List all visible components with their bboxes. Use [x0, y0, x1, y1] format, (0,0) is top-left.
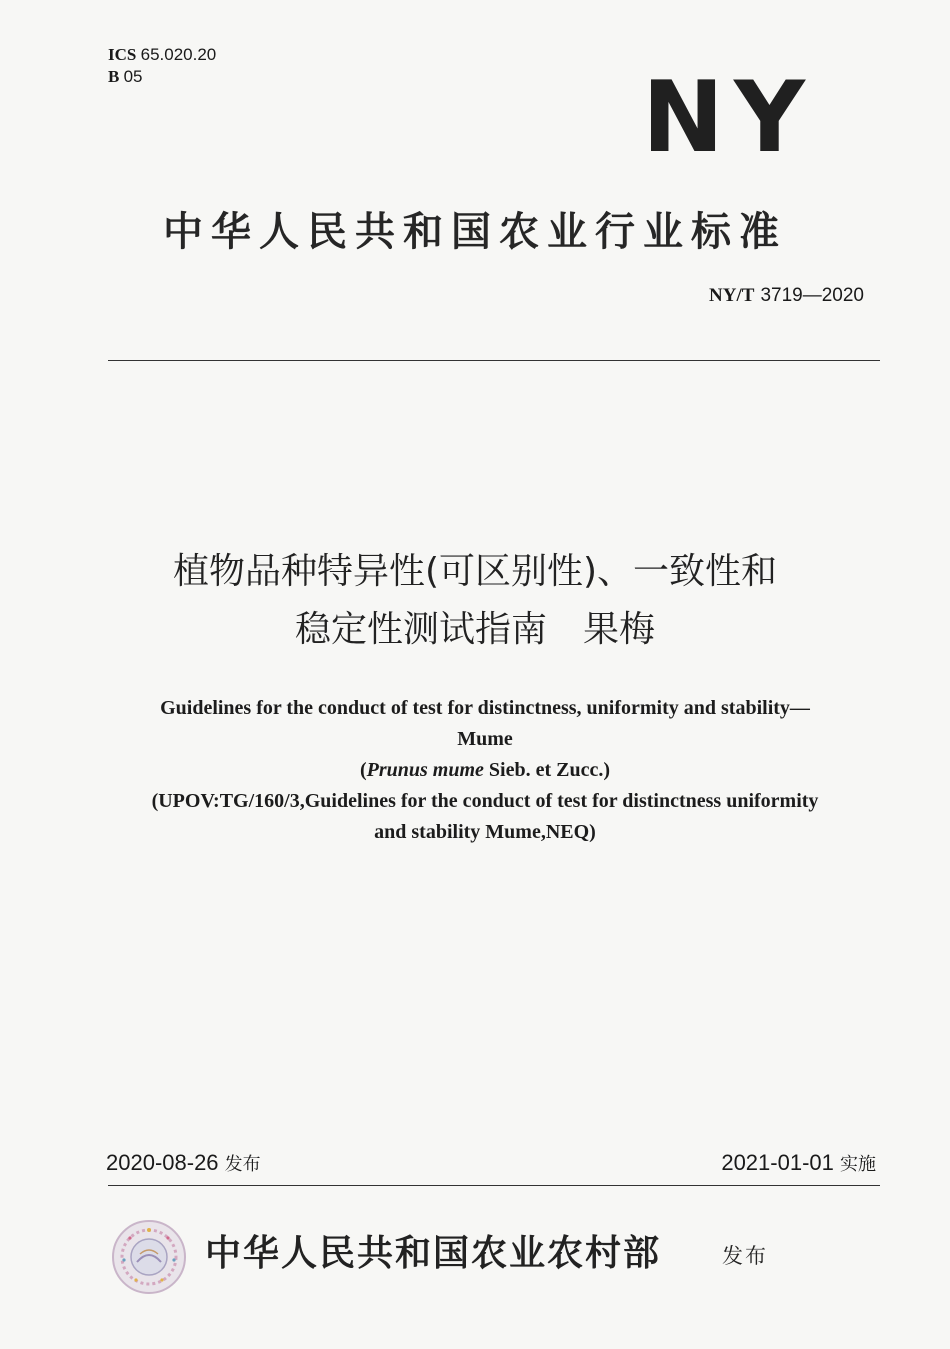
standard-number-value: 3719—2020 [760, 285, 864, 306]
sci-open: ( [359, 759, 367, 781]
standard-number [709, 284, 864, 307]
standard-type-title: 中华人民共和国农业行业标准 [163, 208, 787, 255]
title-english [60, 693, 910, 848]
title-en-line4: (UPOV:TG/160/3,Guidelines for the conduct of test for distinctness uniformity [151, 790, 819, 812]
ics-code [108, 44, 216, 66]
title-chinese [0, 543, 950, 659]
title-en-line5: and stability Mume,NEQ) [374, 821, 596, 843]
footer-divider [108, 1185, 880, 1186]
issuing-ministry: 中华人民共和国农业农村部 [205, 1232, 662, 1274]
title-en-line1: Guidelines for the conduct of test for distinctness, uniformity and stability— [160, 697, 810, 719]
issue-label: 发布 [722, 1244, 768, 1268]
title-en-scientific-name [60, 755, 910, 786]
header-divider [108, 360, 880, 361]
ics-label: ICS [108, 45, 137, 64]
implement-date-label: 实施 [840, 1154, 876, 1175]
title-cn-line1: 植物品种特异性(可区别性)、一致性和 [172, 551, 778, 592]
ministry-emblem-icon [110, 1218, 188, 1296]
implement-date-value: 2021-01-01 [721, 1150, 834, 1175]
ics-number: 65.020.20 [140, 45, 217, 64]
title-en-line2: Mume [457, 728, 513, 750]
publish-date-label: 发布 [224, 1154, 261, 1175]
class-label: B [108, 67, 120, 86]
sci-rest: Sieb. et Zucc.) [488, 759, 611, 781]
sci-genus: Prunus mume [366, 759, 484, 781]
class-number: 05 [123, 67, 143, 86]
publish-date-value: 2020-08-26 [106, 1150, 219, 1175]
ny-logo: NY [642, 61, 815, 175]
title-cn-line2: 稳定性测试指南 果梅 [294, 609, 655, 650]
publish-date [106, 1150, 261, 1176]
standard-number-prefix: NY/T [709, 285, 755, 306]
implement-date [721, 1150, 876, 1176]
class-code [108, 66, 143, 88]
